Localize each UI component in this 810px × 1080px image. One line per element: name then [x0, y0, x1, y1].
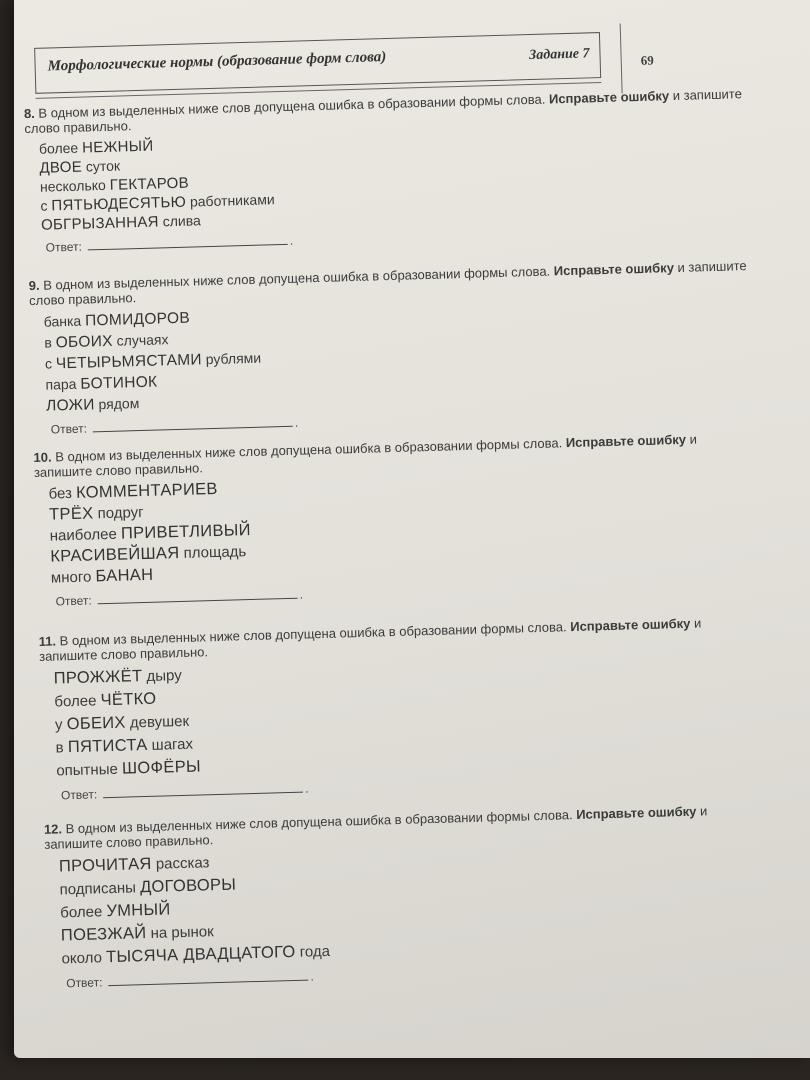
answer-field[interactable] [88, 234, 288, 251]
margin-divider [620, 23, 623, 93]
option-word: ПРОЖЖЁТ [53, 667, 143, 688]
option-word: КРАСИВЕЙШАЯ [50, 543, 180, 566]
option-word: ПРОЧИТАЯ [58, 854, 152, 876]
answer-label: Ответ: [50, 421, 88, 437]
task-10 [33, 430, 757, 609]
section-title: Морфологические нормы (образование форм слова) [47, 49, 387, 75]
option-pre: много [50, 568, 92, 587]
workbook-page [14, 0, 810, 1058]
option-pre: более [60, 903, 103, 922]
option-post: девушек [129, 712, 190, 732]
task-prompt-bold: Исправьте ошибку [553, 260, 675, 279]
task-number: 9. [28, 277, 40, 294]
option-pre: в [55, 739, 64, 757]
task-prompt-bold: Исправьте ошибку [575, 803, 697, 823]
task-prompt-text: В одном из выделенных ниже слов допущена ошибка в образовании формы слова. [38, 91, 546, 121]
option-pre: в [44, 334, 53, 351]
option-pre: без [48, 484, 73, 503]
option-word: КОММЕНТАРИЕВ [75, 479, 218, 502]
option-post: работниками [189, 191, 275, 210]
page-content [14, 0, 810, 1058]
task-12 [44, 802, 768, 991]
option-pre: банка [43, 312, 82, 330]
option-pre: около [61, 949, 103, 968]
answer-label: Ответ: [60, 787, 98, 803]
option-word: ПРИВЕТЛИВЫЙ [120, 520, 252, 543]
option-word: БОТИНОК [80, 373, 158, 393]
option-pre: наиболее [49, 525, 118, 545]
option-post: шагах [151, 735, 194, 754]
task-11 [38, 614, 762, 803]
option-list [29, 292, 752, 417]
page-number: 69 [640, 52, 654, 68]
option-list [45, 836, 768, 971]
option-word: ПЯТЬЮДЕСЯТЬЮ [51, 193, 187, 215]
task-prompt-end: и запишите слово правильно. [28, 258, 747, 309]
option-word: НЕЖНЫЙ [81, 137, 154, 157]
option-word: ЛОЖИ [45, 396, 95, 415]
option-post: рублями [205, 349, 262, 368]
option-post: подруг [97, 503, 144, 523]
answer-field[interactable] [98, 588, 298, 605]
task-number: 12. [43, 821, 63, 837]
option-list [34, 464, 757, 589]
option-word: ТРЁХ [48, 504, 94, 524]
answer-field[interactable] [108, 970, 308, 987]
task-prompt-end: и запишите слово правильно. [24, 86, 743, 137]
option-post: рассказ [155, 854, 210, 873]
task-8 [24, 86, 748, 255]
option-post: случаях [116, 331, 169, 349]
task-label: Задание 7 [528, 46, 590, 64]
option-word: ОБОИХ [55, 332, 114, 352]
answer-label: Ответ: [45, 239, 83, 255]
task-prompt-end: и запишите слово правильно. [38, 615, 702, 664]
option-word: ШОФЁРЫ [121, 757, 202, 778]
option-word: ЧЁТКО [100, 689, 157, 710]
answer-period: . [289, 233, 294, 248]
option-post: дыру [146, 666, 182, 685]
option-pre: у [54, 716, 63, 734]
answer-period: . [310, 969, 314, 984]
option-post: на рынок [150, 923, 214, 942]
option-post: года [299, 942, 331, 961]
option-pre: более [54, 692, 97, 711]
option-list [39, 648, 762, 783]
option-pre: опытные [56, 760, 119, 780]
option-pre: несколько [39, 176, 107, 195]
option-post: рядом [98, 395, 140, 413]
option-word: БАНАН [95, 565, 154, 586]
option-post: суток [85, 157, 121, 175]
option-pre: подписаны [59, 879, 137, 899]
option-word: ОБЕИХ [66, 713, 126, 734]
task-prompt-end: и запишите слово правильно. [33, 431, 698, 481]
task-number: 8. [23, 105, 36, 122]
answer-field[interactable] [103, 782, 303, 799]
task-prompt-text: В одном из выделенных ниже слов допущена ошибка в образовании формы слова. [43, 263, 551, 293]
option-word: ПЯТИСТА [67, 735, 148, 757]
option-word: ГЕКТАРОВ [109, 174, 190, 194]
option-word: ПОЕЗЖАЙ [60, 924, 147, 945]
option-word: ДВОЕ [39, 158, 83, 177]
task-prompt-text: В одном из выделенных ниже слов допущена ошибка в образовании формы слова. [59, 619, 567, 649]
task-prompt-text: В одном из выделенных ниже слов допущена ошибка в образовании формы слова. [55, 435, 563, 465]
option-pre: с [40, 197, 48, 214]
task-prompt-bold: Исправьте ошибку [570, 615, 691, 635]
option-post: площадь [183, 543, 247, 562]
option-word: ОБГРЫЗАННАЯ [40, 213, 160, 234]
answer-label: Ответ: [66, 975, 103, 991]
task-prompt-bold: Исправьте ошибку [548, 88, 670, 107]
option-pre: с [44, 355, 53, 372]
option-word: ЧЕТЫРЬМЯСТАМИ [55, 351, 203, 373]
option-word: ПОМИДОРОВ [84, 309, 191, 330]
task-9 [29, 258, 753, 437]
answer-period: . [299, 587, 304, 602]
option-list [25, 120, 747, 235]
task-prompt-bold: Исправьте ошибку [565, 431, 687, 451]
option-word: УМНЫЙ [106, 900, 171, 921]
task-prompt-text: В одном из выделенных ниже слов допущена ошибка в образовании формы слова. [65, 807, 573, 837]
answer-label: Ответ: [55, 593, 92, 609]
task-number: 11. [38, 633, 57, 649]
answer-period: . [304, 781, 309, 796]
option-pre: пара [45, 375, 77, 393]
option-word: ДОГОВОРЫ [139, 875, 237, 897]
task-prompt-end: и запишите слово правильно. [44, 803, 708, 852]
answer-field[interactable] [93, 416, 293, 433]
answer-period: . [294, 415, 299, 430]
option-word: ТЫСЯЧА ДВАДЦАТОГО [105, 942, 296, 967]
option-post: слива [162, 212, 201, 230]
option-pre: более [38, 139, 79, 157]
task-number: 10. [33, 449, 52, 466]
